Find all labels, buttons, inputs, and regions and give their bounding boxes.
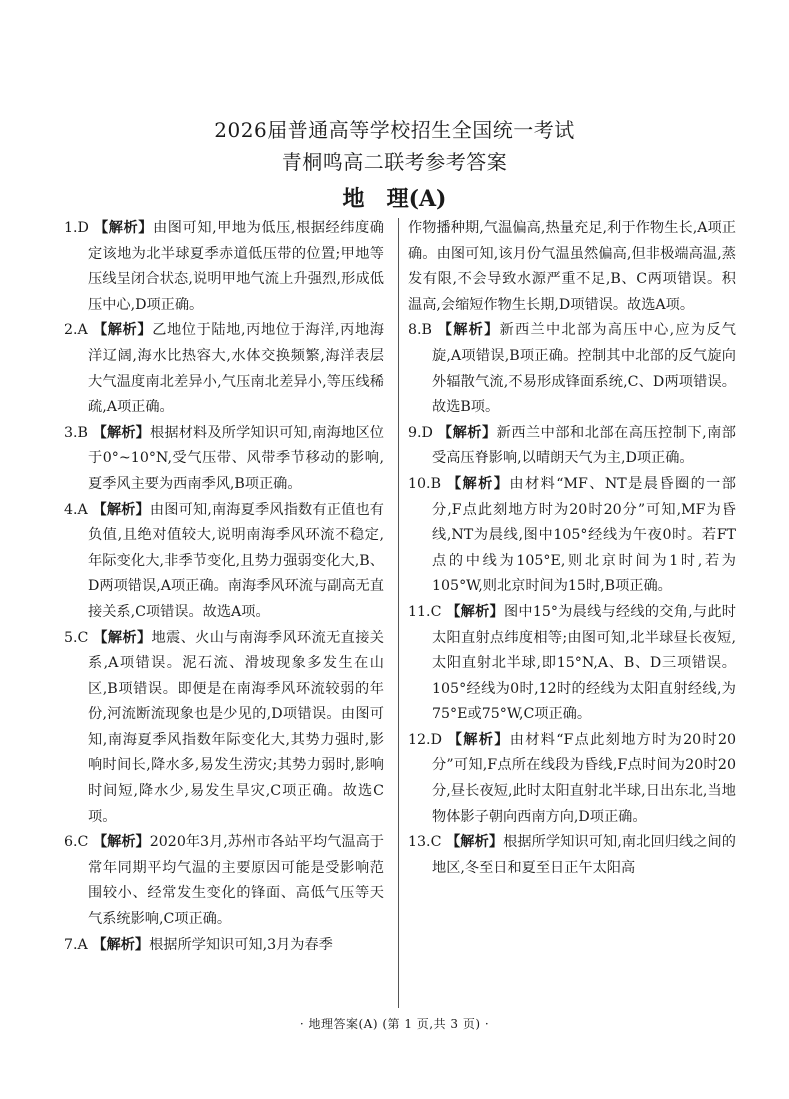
answer-text: 作物播种期,气温偏高,热量充足,利于作物生长,A项正确。由图可知,该月份气温虽然偏高,但非极端高温,蒸发有限,不会导致水源严重不足,B、C两项错误。积温高,会缩短作物生长期,D项错误。故选A项。 — [408, 220, 736, 313]
answer-item — [64, 830, 384, 932]
analysis-tag: 【解析】 — [92, 424, 151, 441]
answer-text: 新西兰中北部为高压中心,应为反气旋,A项错误,B项正确。控制其中北部的反气旋向外辐散气流,不易形成锋面系统,C、D两项错误。故选B项。 — [432, 322, 736, 416]
answer-item — [408, 830, 736, 881]
answer-text: 由材料“MF、NT是晨昏圈的一部分,F点此刻地方时为20时20分”可知,MF为昏线,NT为晨线,图中105°经线为午夜0时。若FT点的中线为105°E,则北京时间为1时,若为105°W,则北京时间为15时,B项正确。 — [432, 475, 736, 595]
left-column — [64, 216, 384, 958]
answer-label: 8.B — [408, 322, 432, 339]
analysis-tag: 【解析】 — [446, 603, 504, 620]
answer-text: 根据材料及所学知识可知,南海地区位于0°~10°N,受气压带、风带季节移动的影响,夏季风主要为西南季风,B项正确。 — [88, 424, 384, 492]
answer-item — [64, 498, 384, 626]
analysis-tag: 【解析】 — [92, 322, 153, 339]
analysis-tag: 【解析】 — [94, 220, 154, 236]
analysis-tag: 【解析】 — [446, 834, 504, 851]
answer-item — [64, 318, 384, 420]
answer-text: 新西兰中部和北部在高压控制下,南部受高压脊影响,以晴朗天气为主,D项正确。 — [432, 424, 736, 467]
answer-item — [64, 626, 384, 831]
subject-title-part-2: 理(A) — [386, 186, 447, 212]
answer-item — [64, 421, 384, 498]
answer-text: 由图可知,甲地为低压,根据经纬度确定该地为北半球夏季赤道低压带的位置;甲地等压线呈闭合状态,说明甲地气流上升强烈,形成低压中心,D项正确。 — [88, 220, 384, 313]
answer-label: 2.A — [64, 322, 88, 339]
answer-label: 6.C — [64, 834, 89, 851]
answer-text: 由图可知,南海夏季风指数有正值也有负值,且绝对值较大,说明南海季风环流不稳定,年际变化大,非季节变化,且势力强弱变化大,B、D两项错误,A项正确。南海季风环流与副高无直接关系,C项错误。故选A项。 — [88, 501, 384, 620]
answer-item — [408, 318, 736, 420]
answer-label: 10.B — [408, 475, 441, 492]
subject-title — [0, 186, 789, 212]
analysis-tag: 【解析】 — [92, 834, 150, 851]
right-column — [408, 216, 736, 881]
title-line-2: 青桐鸣高二联考参考答案 — [281, 150, 508, 174]
analysis-tag: 【解析】 — [93, 629, 152, 646]
answer-item — [408, 600, 736, 728]
answer-text: 图中15°为晨线与经线的交角,与此时太阳直射点纬度相等;由图可知,北半球昼长夜短,太阳直射北半球,即15°N,A、B、D三项错误。105°经线为0时,12时的经线为太阳直射经线,为75°E或75°W,C项正确。 — [432, 603, 736, 723]
answer-item — [64, 933, 384, 959]
analysis-tag: 【解析】 — [92, 501, 150, 518]
answer-label: 4.A — [64, 501, 88, 518]
answer-item — [408, 472, 736, 600]
title-line-1: 2026届普通高等学校招生全国统一考试 — [214, 118, 575, 142]
analysis-tag: 【解析】 — [447, 731, 510, 748]
answer-label: 3.B — [64, 424, 88, 441]
analysis-tag: 【解析】 — [446, 475, 510, 492]
answer-label: 1.D — [64, 220, 89, 236]
answer-text: 乙地位于陆地,丙地位于海洋,丙地海洋辽阔,海水比热容大,水体交换频繁,海洋表层大气温度南北差异小,气压南北差异小,等压线稀疏,A项正确。 — [88, 322, 384, 416]
answer-continuation — [408, 216, 736, 318]
answer-item — [408, 421, 736, 472]
answer-label: 12.D — [408, 731, 442, 748]
answer-label: 9.D — [408, 424, 433, 441]
analysis-tag: 【解析】 — [437, 322, 500, 339]
answer-text: 由材料“F点此刻地方时为20时20分”可知,F点所在线段为昏线,F点时间为20时20分,昼长夜短,此时太阳直射北半球,日出东北,当地物体影子朝向西南方向,D项正确。 — [432, 731, 736, 825]
answer-text: 根据所学知识可知,3月为春季 — [149, 936, 333, 953]
answer-label: 5.C — [64, 629, 89, 646]
answer-text: 根据所学知识可知,南北回归线之间的地区,冬至日和夏至日正午太阳高 — [432, 834, 736, 876]
answer-label: 13.C — [408, 834, 442, 851]
answer-item — [408, 728, 736, 830]
analysis-tag: 【解析】 — [437, 424, 497, 441]
answer-text: 地震、火山与南海季风环流无直接关系,A项错误。泥石流、滑坡现象多发生在山区,B项错误。即便是在南海季风环流较弱的年份,河流断流现象也是少见的,D项错误。由图可知,南海夏季风指数年际变化大,其势力强时,影响时间长,降水多,易发生涝灾;其势力弱时,影响时间短,降水少,易发生旱灾,C项正确。故选C项。 — [88, 629, 384, 825]
answer-label: 11.C — [408, 603, 442, 620]
subject-title-part-1: 地 — [342, 186, 365, 212]
analysis-tag: 【解析】 — [92, 936, 150, 953]
answer-text: 2020年3月,苏州市各站平均气温高于常年同期平均气温的主要原因可能是受影响范围较小、经常发生变化的锋面、高低气压等天气系统影响,C项正确。 — [88, 834, 384, 928]
answer-item — [64, 216, 384, 318]
page-footer: · 地理答案(A) (第 1 页,共 3 页) · — [299, 1017, 490, 1031]
column-divider — [398, 218, 399, 1008]
answer-label: 7.A — [64, 936, 88, 953]
